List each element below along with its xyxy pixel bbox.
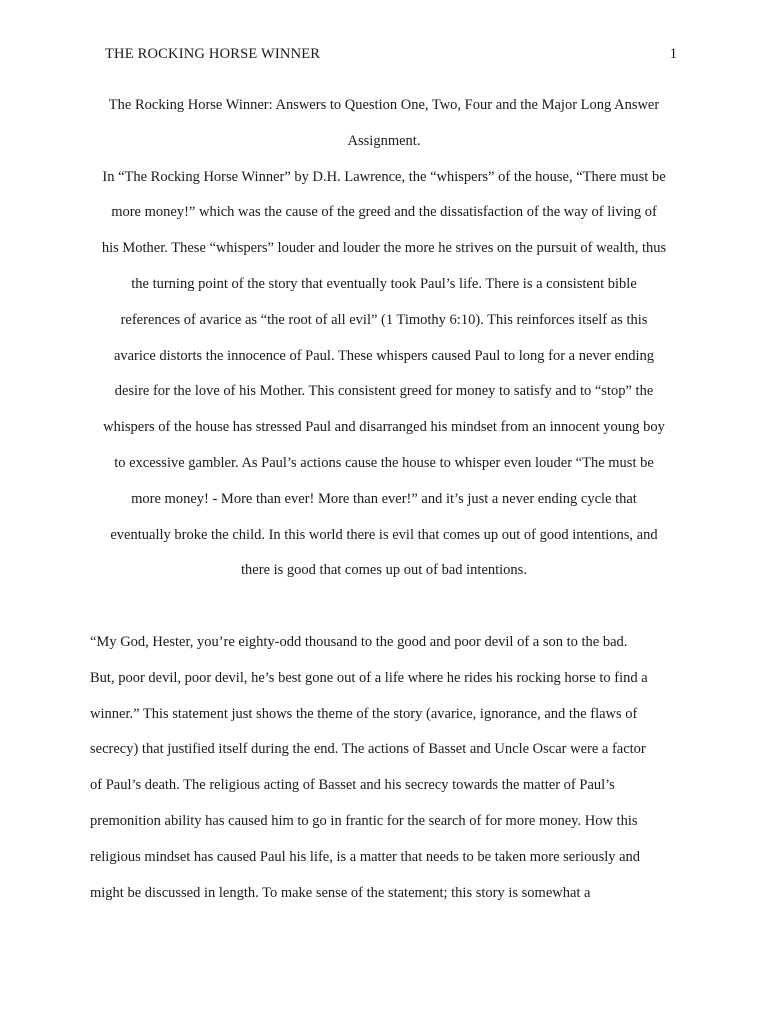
document-body (90, 88, 678, 911)
paragraph-line: “My God, Hester, you’re eighty-odd thousand to the good and poor devil of a son to the bad. (90, 633, 628, 650)
paragraph-line: might be discussed in length. To make sense of the statement; this story is somewhat a (90, 884, 591, 901)
paragraph-1 (90, 160, 678, 590)
paragraph-line: whispers of the house has stressed Paul and disarranged his mindset from an innocent young boy (103, 419, 665, 436)
paragraph-line: there is good that comes up out of bad intentions. (241, 562, 527, 579)
paragraph-line: of Paul’s death. The religious acting of Basset and his secrecy towards the matter of Paul’s (90, 777, 615, 794)
paragraph-line: But, poor devil, poor devil, he’s best gone out of a life where he rides his rocking horse to find a (90, 669, 648, 686)
paragraph-gap (90, 589, 678, 625)
paragraph-line: more money! - More than ever! More than ever!” and it’s just a never ending cycle that (131, 490, 637, 507)
paragraph-line: religious mindset has caused Paul his life, is a matter that needs to be taken more seriously and (90, 848, 641, 865)
page-number: 1 (669, 46, 677, 62)
paragraph-line: avarice distorts the innocence of Paul. These whispers caused Paul to long for a never ending (113, 347, 655, 364)
running-head: THE ROCKING HORSE WINNER (105, 46, 321, 62)
paragraph-line: references of avarice as “the root of all evil” (1 Timothy 6:10). This reinforces itself as this (120, 311, 648, 328)
paragraph-line: his Mother. These “whispers” louder and louder the more he strives on the pursuit of wealth, thus (101, 240, 667, 257)
paragraph-line: eventually broke the child. In this world there is evil that comes up out of good intentions, and (110, 526, 658, 543)
paragraph-line: secrecy) that justified itself during the end. The actions of Basset and Uncle Oscar were a factor (90, 741, 646, 758)
paragraph-line: to excessive gambler. As Paul’s actions cause the house to whisper even louder “The must be (114, 454, 654, 471)
document-title (90, 88, 678, 160)
paragraph-2 (90, 625, 678, 911)
title-line: The Rocking Horse Winner: Answers to Question One, Two, Four and the Major Long Answer (108, 97, 660, 113)
paragraph-line: desire for the love of his Mother. This consistent greed for money to satisfy and to “stop” the (114, 383, 654, 400)
paragraph-line: In “The Rocking Horse Winner” by D.H. Lawrence, the “whispers” of the house, “There must be (102, 168, 666, 185)
title-line: Assignment. (347, 132, 421, 149)
paragraph-line: winner.” This statement just shows the theme of the story (avarice, ignorance, and the flaws of (90, 705, 638, 722)
paragraph-line: more money!” which was the cause of the greed and the dissatisfaction of the way of living of (111, 204, 657, 221)
paragraph-line: premonition ability has caused him to go in frantic for the search of for more money. How this (90, 812, 638, 829)
paragraph-line: the turning point of the story that eventually took Paul’s life. There is a consistent bible (131, 275, 637, 292)
